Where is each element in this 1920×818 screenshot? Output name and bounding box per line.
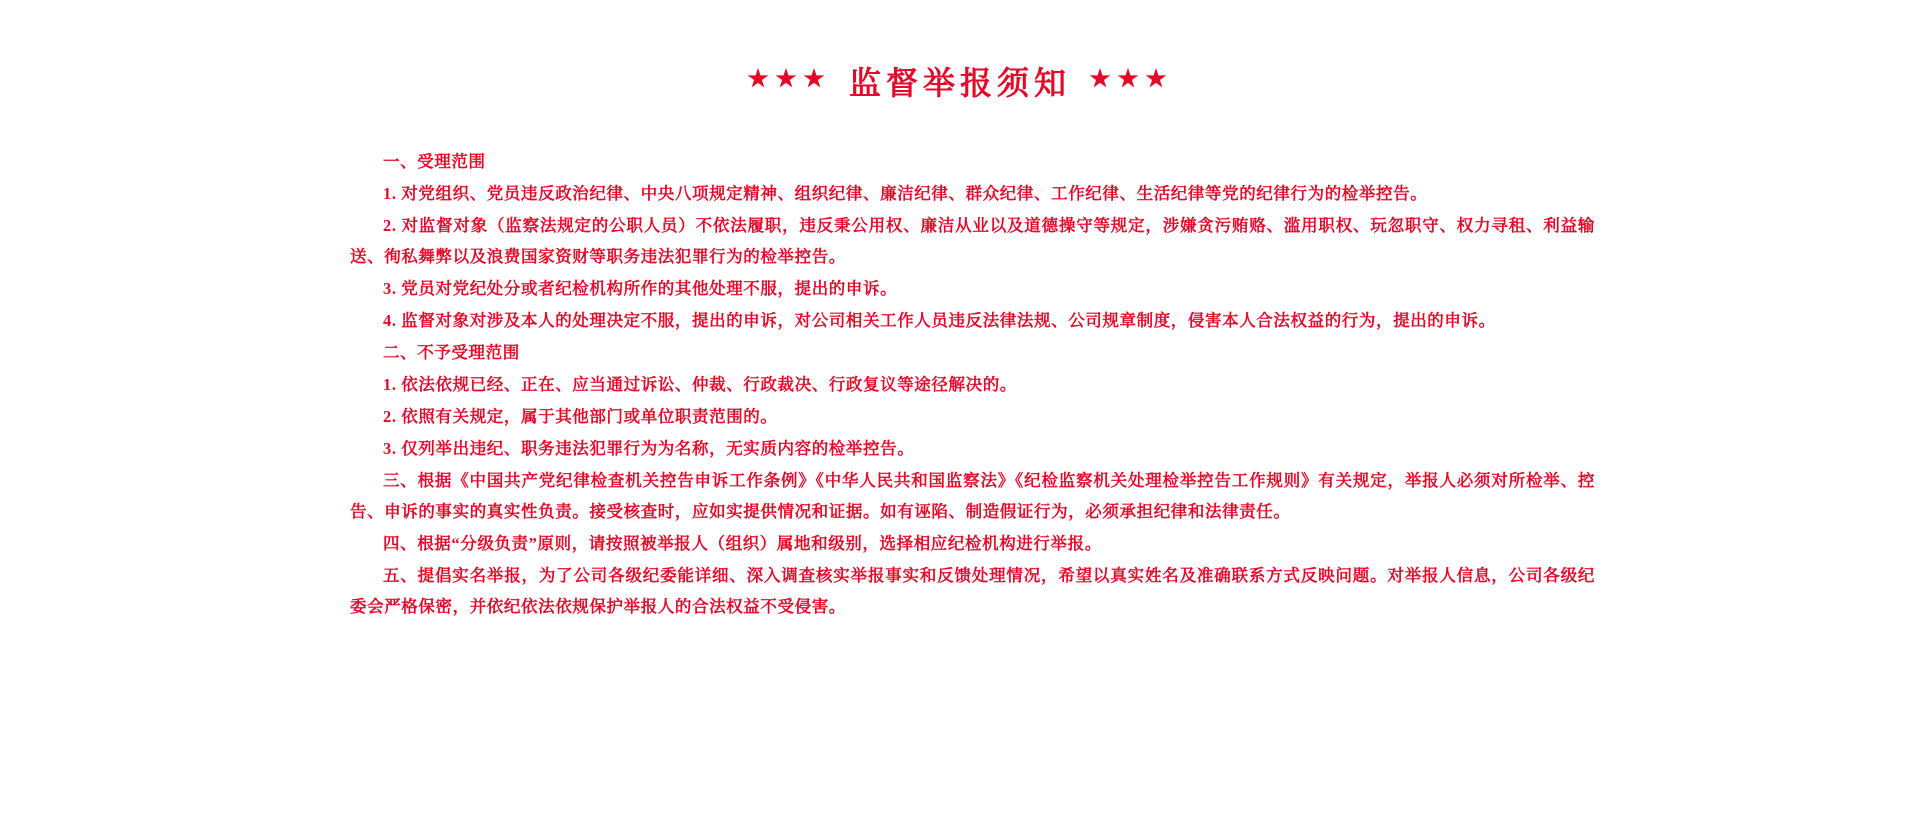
star-decoration-left-icon: ★★★ [746, 66, 831, 91]
paragraph-section-four: 四、根据“分级负责”原则，请按照被举报人（组织）属地和级别，选择相应纪检机构进行举报。 [383, 534, 1102, 553]
paragraph-acceptance-item-2: 2. 对监督对象（监察法规定的公职人员）不依法履职，违反秉公用权、廉洁从业以及道德操守等规定，涉嫌贪污贿赂、滥用职权、玩忽职守、权力寻租、利益输送、徇私舞弊以及浪费国家资财等职务违法犯罪行为的检举控告。 [350, 216, 1595, 266]
paragraph-section-five: 五、提倡实名举报，为了公司各级纪委能详细、深入调查核实举报事实和反馈处理情况，希望以真实姓名及准确联系方式反映问题。对举报人信息，公司各级纪委会严格保密，并依纪依法依规保护举报人的合法权益不受侵害。 [350, 566, 1595, 616]
document-title-row [0, 0, 1920, 104]
paragraph-acceptance-item-1: 1. 对党组织、党员违反政治纪律、中央八项规定精神、组织纪律、廉洁纪律、群众纪律、工作纪律、生活纪律等党的纪律行为的检举控告。 [383, 184, 1428, 203]
paragraph-non-acceptance-item-3: 3. 仅列举出违纪、职务违法犯罪行为为名称，无实质内容的检举控告。 [383, 439, 915, 458]
document-body [295, 146, 1625, 622]
section-heading-acceptance-scope: 一、受理范围 [383, 152, 486, 171]
page-title: 监督举报须知 [848, 65, 1071, 101]
paragraph-acceptance-item-4: 4. 监督对象对涉及本人的处理决定不服，提出的申诉，对公司相关工作人员违反法律法规、公司规章制度，侵害本人合法权益的行为，提出的申诉。 [383, 311, 1496, 330]
paragraph-non-acceptance-item-1: 1. 依法依规已经、正在、应当通过诉讼、仲裁、行政裁决、行政复议等途径解决的。 [383, 375, 1017, 394]
paragraph-acceptance-item-3: 3. 党员对党纪处分或者纪检机构所作的其他处理不服，提出的申诉。 [383, 279, 898, 298]
paragraph-non-acceptance-item-2: 2. 依照有关规定，属于其他部门或单位职责范围的。 [383, 407, 778, 426]
section-heading-non-acceptance-scope: 二、不予受理范围 [383, 343, 520, 362]
star-decoration-right-icon: ★★★ [1089, 66, 1174, 91]
paragraph-section-three: 三、根据《中国共产党纪律检查机关控告申诉工作条例》《中华人民共和国监察法》《纪检监察机关处理检举控告工作规则》有关规定，举报人必须对所检举、控告、申诉的事实的真实性负责。接受核查时，应如实提供情况和证据。如有诬陷、制造假证行为，必须承担纪律和法律责任。 [350, 471, 1595, 521]
